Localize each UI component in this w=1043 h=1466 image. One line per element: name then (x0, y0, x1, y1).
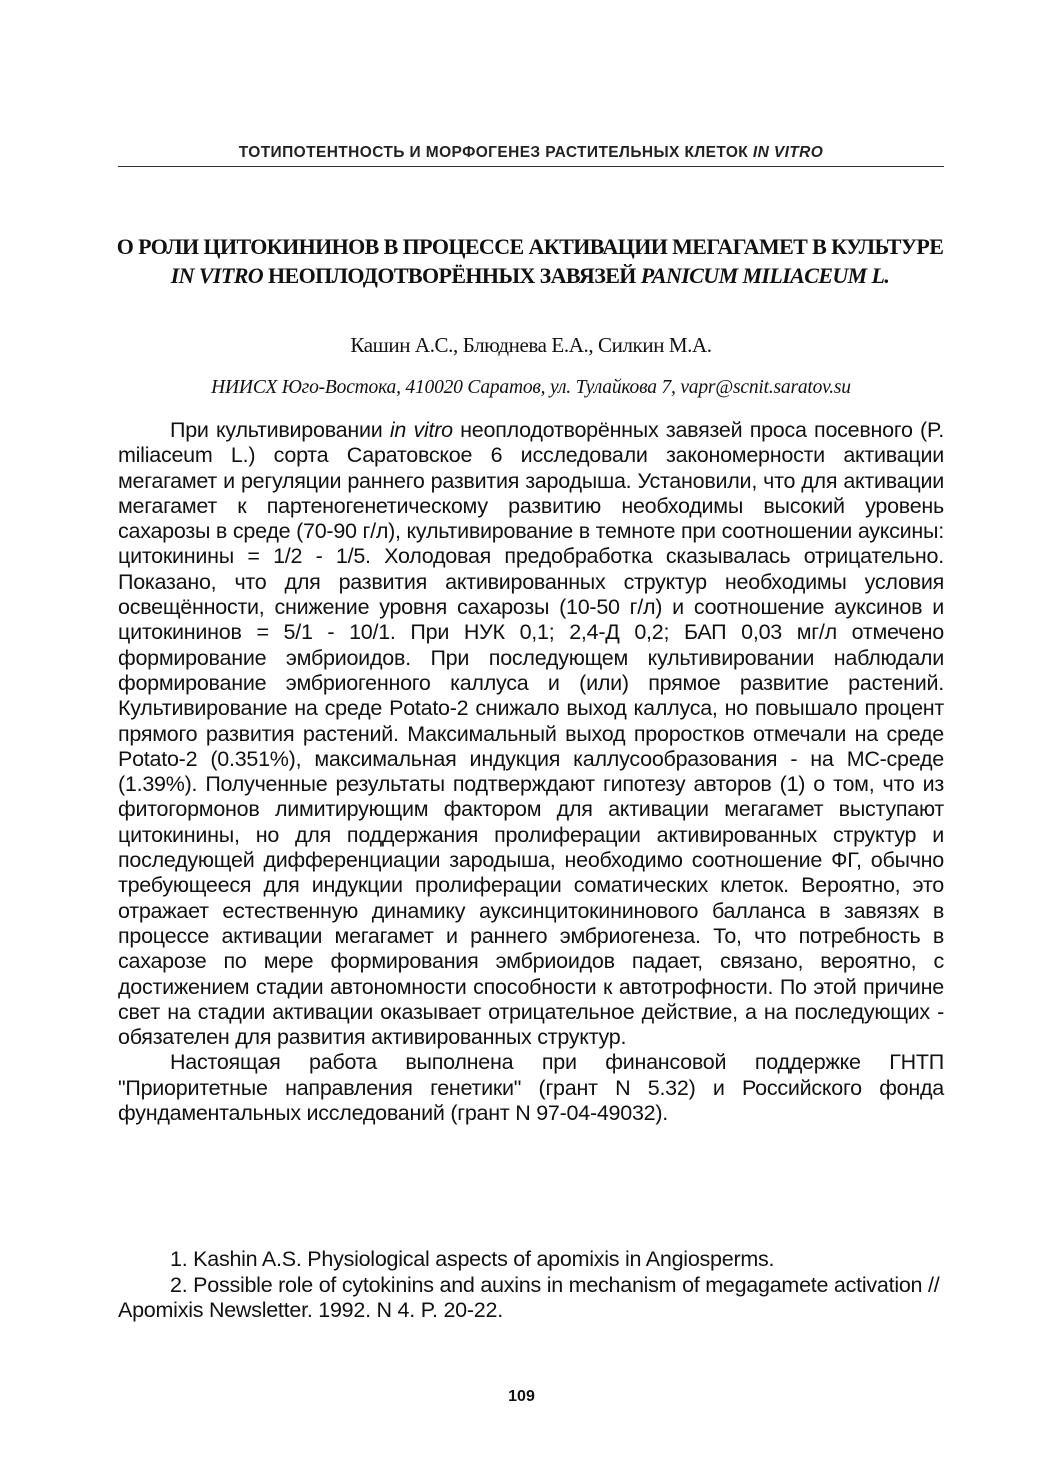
title-part-1: О РОЛИ ЦИТОКИНИНОВ В ПРОЦЕССЕ АКТИВАЦИИ МЕГАГАМЕТ В КУЛЬТУРЕ (116, 234, 944, 259)
title-italic-2: PANICUM MILIACEUM L. (640, 263, 890, 288)
article-body (118, 418, 944, 1126)
authors: Кашин А.С., Блюднева Е.А., Силкин М.А. (350, 333, 712, 357)
reference-item: 1. Kashin A.S. Physiological aspects of apomixis in Angiosperms. (170, 1247, 775, 1271)
title-part-2: НЕОПЛОДОТВОРЁННЫХ ЗАВЯЗЕЙ (263, 263, 641, 288)
abstract-paragraph (118, 418, 944, 1050)
header-rule (118, 166, 944, 167)
affiliation: НИИСХ Юго-Востока, 410020 Саратов, ул. Тулайкова 7, vapr@scnit.saratov.su (211, 377, 851, 398)
abstract-text: неоплодотворённых завязей проса посевного (P. miliaceum L.) сорта Саратовское 6 исследовали закономерности активации мегагамет и регуляции раннего развития зародыша. Установили, что для активации мегагамет к партеногенетическому развитию необходимы высокий уровень сахарозы в среде (70-90 г/л), культивирование в темноте при соотношении ауксины: цитокинины = 1/2 - 1/5. Холодовая предобработка сказывалась отрицательно. Показано, что для развития активированных структур необходимы условия освещённости, снижение уровня сахарозы (10-50 г/л) и соотношение ауксинов и цитокининов = 5/1 - 10/1. При НУК 0,1; 2,4-Д 0,2; БАП 0,03 мг/л отмечено формирование эмбриоидов. При последующем культивировании наблюдали формирование эмбриогенного каллуса и (или) прямое развитие растений. Культивирование на среде Potato-2 снижало выход каллуса, но повышало процент прямого развития растений. Максимальный выход проростков отмечали на среде Potato-2 (0.351%), максимальная индукция каллусообразования - на МС-среде (1.39%). Полученные результаты подтверждают гипотезу авторов (1) о том, что из фитогормонов лимитирующим фактором для активации мегагамет выступают цитокинины, но для поддержания пролиферации активированных структур и последующей дифференциации зародыша, необходимо соотношение ФГ, обычно требующееся для индукции пролиферации соматических клеток. Вероятно, это отражает естественную динамику ауксинцитокининового балланса в завязях в процессе активации мегагамет и раннего эмбриогенеза. То, что потребность в сахарозе по мере формирования эмбриоидов падает, связано, вероятно, с достижением стадии автономности способности к автотрофности. По этой причине свет на стадии активации оказывает отрицательное действие, а на последующих - обязателен для развития активированных структур. (118, 418, 945, 1050)
abstract-lead-italic: in vitro (389, 418, 453, 442)
running-head-text: ТОТИПОТЕНТНОСТЬ И МОРФОГЕНЕЗ РАСТИТЕЛЬНЫХ КЛЕТОК (238, 144, 753, 161)
article-title (110, 232, 950, 290)
running-head-italic: IN VITRO (752, 144, 824, 161)
references-list (118, 1247, 944, 1324)
page-number: 109 (508, 1388, 535, 1405)
running-head (118, 144, 944, 162)
abstract-lead: При культивировании (170, 418, 390, 442)
acknowledgement-paragraph: Настоящая работа выполнена при финансовой поддержке ГНТП "Приоритетные направления генетики" (грант N 5.32) и Российского фонда фундаментальных исследований (грант N 97-04-49032). (118, 1050, 944, 1126)
reference-item: 2. Possible role of cytokinins and auxins in mechanism of megagamete activation // Apomixis Newsletter. 1992. N 4. P. 20-22. (118, 1272, 940, 1322)
title-italic-1: IN VITRO (170, 263, 264, 288)
